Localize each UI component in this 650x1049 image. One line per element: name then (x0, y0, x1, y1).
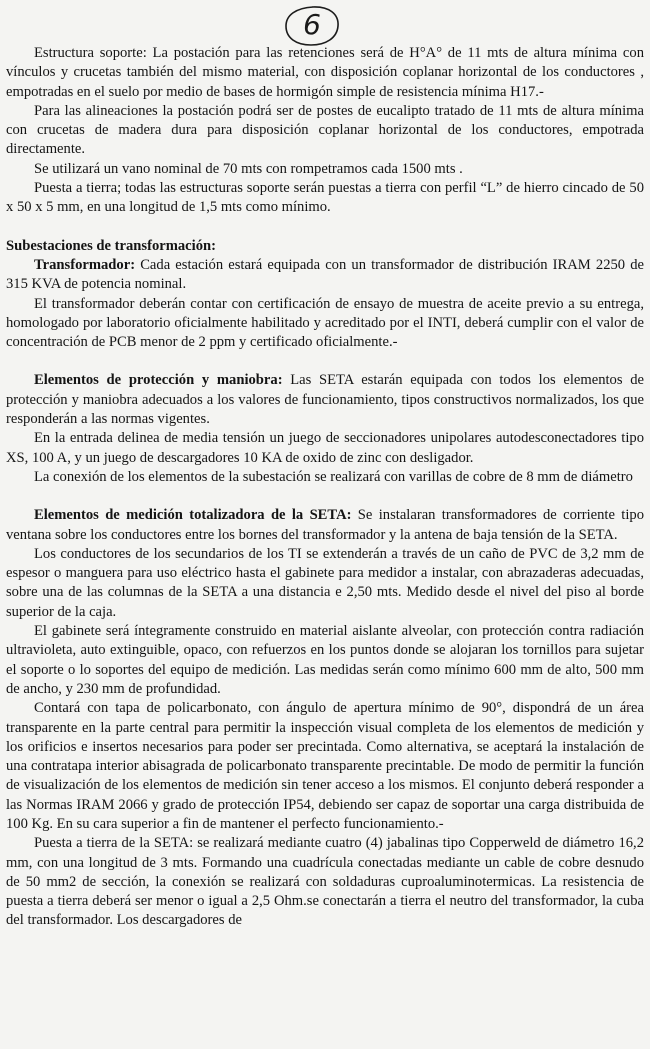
page-number-value: 6 (303, 8, 321, 41)
paragraph: El transformador deberán contar con certificación de ensayo de muestra de aceite previo a su entrega, homologado por laboratorio oficialmente habilitado y acreditado por el INTI, deberá cumplir con el valor de concentración de PCB menor de 2 ppm y certificado oficialmente.- (6, 295, 644, 351)
paragraph: Puesta a tierra; todas las estructuras soporte serán puestas a tierra con perfil “L” de hierro cincado de 50 x 50 x 5 mm, en una longitud de 1,5 mts como mínimo. (6, 180, 644, 216)
paragraph: Puesta a tierra de la SETA: se realizará mediante cuatro (4) jabalinas tipo Copperweld de diámetro 16,2 mm, con una longitud de 3 mts. Formando una cuadrícula conectadas mediante un cable de cobre desnudo de 50 mm2 de sección, la conexión se realizará con soldaduras cuproaluminotermicas. La resistencia de puesta a tierra deberá ser menor o igual a 2,5 Ohm.se conectarán a tierra el neutro del transformador, la cuba del transformador. Los descargadores de (6, 835, 644, 929)
paragraph: La conexión de los elementos de la subestación se realizará con varillas de cobre de 8 mm de diámetro (34, 468, 633, 485)
paragraph: Los conductores de los secundarios de los TI se extenderán a través de un caño de PVC de 3,2 mm de espesor o manguera para uso eléctrico hasta el gabinete para medidor a instalar, con abrazaderas adecuadas, sobre una de las columnas de la SETA a una distancia e 2,50 mts. Medido desde el nivel del piso al borde superior de la caja. (6, 545, 644, 620)
paragraph: El gabinete será íntegramente construido en material aislante alveolar, con protección contra radiación ultravioleta, auto extinguible, opaco, con refuerzos en los puntos donde se alojaran los tornillos para sujetar el soporte o lo soportes del equipo de medición. Las medidas serán como mínimo 600 mm de alto, 500 mm de ancho, y 230 mm de profundidad. (6, 623, 644, 697)
paragraph: En la entrada delinea de media tensión un juego de seccionadores unipolares autodesconectadores tipo XS, 100 A, y un juego de descargadores 10 KA de oxido de zinc con desligador. (6, 430, 644, 466)
paragraph: Se utilizará un vano nominal de 70 mts con rompetramos cada 1500 mts . (34, 160, 463, 177)
paragraph-lead-term: Elementos de medición totalizadora de la SETA: (34, 507, 352, 524)
paragraph-lead-term: Elementos de protección y maniobra: (34, 372, 283, 389)
paragraph: Estructura soporte: La postación para las retenciones será de H°A° de 11 mts de altura mínima con vínculos y crucetas también del mismo material, con disposición coplanar horizontal de los conductores , empotradas en el suelo por medio de bases de hormigón simple de resistencia mínima H17.- (6, 45, 644, 100)
lead-paragraph (6, 506, 644, 545)
section-heading: Subestaciones de transformación: (6, 237, 216, 254)
paragraph: Para las alineaciones la postación podrá ser de postes de eucalipto tratado de 11 mts de altura mínima con crucetas de madera dura para disposición coplanar horizontal de los conductores, empotrada directamente. (6, 102, 644, 158)
paragraph-text: Las SETA estarán equipada con todos los elementos de protección y maniobra adecuados a los valores de funcionamiento, tipos constructivos normalizados, los que responderán a las normas vigentes. (6, 372, 644, 428)
lead-paragraph (6, 256, 644, 295)
paragraph-lead-term: Transformador: (34, 256, 136, 273)
paragraph: Contará con tapa de policarbonato, con ángulo de apertura mínimo de 90°, dispondrá de un área transparente en la parte central para permitir la inspección visual completa de los elementos de medición y los orificios e insertos necesarios para poder ser precintada. Como alternativa, se aceptará la instalación de una contratapa interior abisagrada de policarbonato transparente precintable. De modo de permitir la función de visualización de los elementos de medición sin tener acceso a los mismos. El conjunto deberá responder a las Normas IRAM 2066 y grado de protección IP54, debiendo ser capaz de soportar una carga distribuida de 100 Kg. En su cara superior a fin de mantener el perfecto funcionamiento.- (6, 700, 644, 832)
paragraph-text: Cada estación estará equipada con un transformador de distribución IRAM 2250 de 315 KVA de potencia nominal. (6, 256, 644, 293)
lead-paragraph (6, 371, 644, 429)
paragraph-text: Se instalaran transformadores de corriente tipo ventana sobre los conductores entre los bornes del transformador y la antena de baja tensión de la SETA. (6, 507, 644, 543)
